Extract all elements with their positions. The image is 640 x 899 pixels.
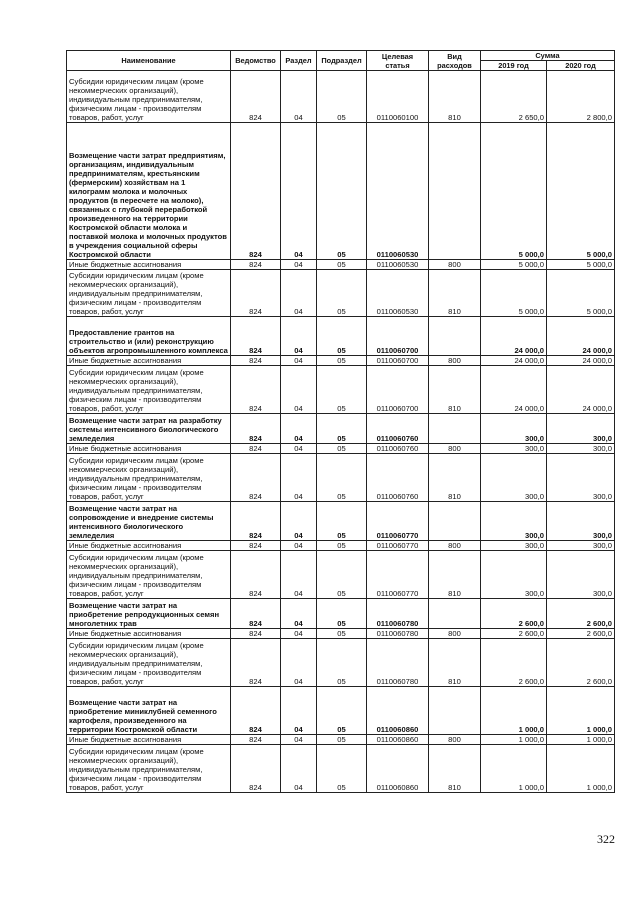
cell-name: Возмещение части затрат на приобретение миниклубней семенного картофеля, произведенного на территории Костромской области: [67, 687, 231, 735]
cell-target: 0110060760: [367, 444, 429, 454]
cell-vid: 810: [429, 366, 481, 414]
cell-vid: 800: [429, 541, 481, 551]
cell-2020: 300,0: [547, 541, 615, 551]
cell-2020: 2 600,0: [547, 629, 615, 639]
cell-name: Иные бюджетные ассигнования: [67, 629, 231, 639]
cell-target: 0110060780: [367, 629, 429, 639]
cell-razdel: 04: [281, 502, 317, 541]
cell-vedomstvo: 824: [231, 317, 281, 356]
cell-2019: 1 000,0: [481, 735, 547, 745]
table-row: [67, 541, 615, 551]
table-row: [67, 454, 615, 502]
cell-vedomstvo: 824: [231, 71, 281, 123]
cell-2020: 300,0: [547, 454, 615, 502]
cell-vid: [429, 687, 481, 735]
cell-podrazdel: 05: [317, 735, 367, 745]
cell-vedomstvo: 824: [231, 414, 281, 444]
table-row: [67, 745, 615, 793]
cell-vid: 810: [429, 551, 481, 599]
cell-vid: 810: [429, 270, 481, 317]
cell-podrazdel: 05: [317, 444, 367, 454]
cell-target: 0110060700: [367, 317, 429, 356]
cell-target: 0110060700: [367, 366, 429, 414]
cell-name: Возмещение части затрат на разработку системы интенсивного биологического земледелия: [67, 414, 231, 444]
cell-2019: 300,0: [481, 414, 547, 444]
cell-razdel: 04: [281, 414, 317, 444]
cell-razdel: 04: [281, 735, 317, 745]
cell-vid: 810: [429, 71, 481, 123]
cell-vedomstvo: 824: [231, 745, 281, 793]
cell-name: Возмещение части затрат на сопровождение и внедрение системы интенсивного биологического земледелия: [67, 502, 231, 541]
cell-vedomstvo: 824: [231, 260, 281, 270]
cell-2019: 300,0: [481, 502, 547, 541]
cell-razdel: 04: [281, 260, 317, 270]
cell-target: 0110060780: [367, 639, 429, 687]
cell-vid: [429, 317, 481, 356]
cell-podrazdel: 05: [317, 356, 367, 366]
cell-2019: 1 000,0: [481, 745, 547, 793]
table-row: [67, 629, 615, 639]
cell-vedomstvo: 824: [231, 599, 281, 629]
cell-razdel: 04: [281, 270, 317, 317]
cell-2020: 1 000,0: [547, 745, 615, 793]
cell-target: 0110060770: [367, 502, 429, 541]
cell-2019: 5 000,0: [481, 123, 547, 260]
table-row: [67, 356, 615, 366]
cell-podrazdel: 05: [317, 317, 367, 356]
header-vedomstvo: Ведомство: [231, 51, 281, 71]
table-row: [67, 639, 615, 687]
cell-vedomstvo: 824: [231, 123, 281, 260]
cell-name: Иные бюджетные ассигнования: [67, 356, 231, 366]
cell-target: 0110060760: [367, 454, 429, 502]
table-row: [67, 735, 615, 745]
cell-razdel: 04: [281, 356, 317, 366]
cell-2020: 24 000,0: [547, 366, 615, 414]
cell-vedomstvo: 824: [231, 551, 281, 599]
cell-2020: 1 000,0: [547, 735, 615, 745]
cell-podrazdel: 05: [317, 123, 367, 260]
cell-razdel: 04: [281, 366, 317, 414]
cell-razdel: 04: [281, 317, 317, 356]
cell-2019: 300,0: [481, 454, 547, 502]
budget-table: [66, 50, 615, 793]
cell-target: 0110060530: [367, 270, 429, 317]
cell-2019: 300,0: [481, 551, 547, 599]
cell-name: Субсидии юридическим лицам (кроме некоммерческих организаций), индивидуальным предпринимателям, физическим лицам - производителям товаров, работ, услуг: [67, 270, 231, 317]
cell-vedomstvo: 824: [231, 366, 281, 414]
cell-podrazdel: 05: [317, 629, 367, 639]
cell-vedomstvo: 824: [231, 444, 281, 454]
cell-vid: 810: [429, 745, 481, 793]
cell-name: Предоставление грантов на строительство и (или) реконструкцию объектов агропромышленного комплекса: [67, 317, 231, 356]
cell-podrazdel: 05: [317, 366, 367, 414]
table-row: [67, 502, 615, 541]
cell-razdel: 04: [281, 541, 317, 551]
cell-podrazdel: 05: [317, 414, 367, 444]
cell-2019: 300,0: [481, 444, 547, 454]
cell-razdel: 04: [281, 454, 317, 502]
cell-2019: 2 600,0: [481, 639, 547, 687]
cell-target: 0110060860: [367, 745, 429, 793]
cell-vid: [429, 599, 481, 629]
header-podrazdel: Подраздел: [317, 51, 367, 71]
cell-razdel: 04: [281, 629, 317, 639]
cell-target: 0110060860: [367, 735, 429, 745]
cell-target: 0110060530: [367, 123, 429, 260]
cell-razdel: 04: [281, 745, 317, 793]
header-2019: 2019 год: [481, 61, 547, 71]
cell-target: 0110060860: [367, 687, 429, 735]
cell-name: Возмещение части затрат на приобретение репродукционных семян многолетних трав: [67, 599, 231, 629]
table-row: [67, 260, 615, 270]
cell-vid: 800: [429, 356, 481, 366]
cell-vedomstvo: 824: [231, 541, 281, 551]
cell-vid: 800: [429, 629, 481, 639]
cell-name: Субсидии юридическим лицам (кроме некоммерческих организаций), индивидуальным предпринимателям, физическим лицам - производителям товаров, работ, услуг: [67, 639, 231, 687]
cell-target: 0110060770: [367, 541, 429, 551]
cell-podrazdel: 05: [317, 454, 367, 502]
cell-2019: 2 600,0: [481, 629, 547, 639]
cell-2020: 2 800,0: [547, 71, 615, 123]
cell-vedomstvo: 824: [231, 639, 281, 687]
table-row: [67, 444, 615, 454]
cell-name: Иные бюджетные ассигнования: [67, 444, 231, 454]
cell-podrazdel: 05: [317, 687, 367, 735]
cell-vid: 800: [429, 260, 481, 270]
cell-podrazdel: 05: [317, 502, 367, 541]
table-row: [67, 270, 615, 317]
cell-name: Субсидии юридическим лицам (кроме некоммерческих организаций), индивидуальным предпринимателям, физическим лицам - производителям товаров, работ, услуг: [67, 366, 231, 414]
table-row: [67, 551, 615, 599]
cell-2019: 24 000,0: [481, 356, 547, 366]
cell-2020: 300,0: [547, 414, 615, 444]
cell-vedomstvo: 824: [231, 629, 281, 639]
cell-2019: 2 650,0: [481, 71, 547, 123]
cell-vedomstvo: 824: [231, 735, 281, 745]
cell-podrazdel: 05: [317, 551, 367, 599]
cell-name: Иные бюджетные ассигнования: [67, 260, 231, 270]
cell-2020: 2 600,0: [547, 639, 615, 687]
cell-razdel: 04: [281, 444, 317, 454]
cell-vedomstvo: 824: [231, 270, 281, 317]
cell-name: Субсидии юридическим лицам (кроме некоммерческих организаций), индивидуальным предпринимателям, физическим лицам - производителям товаров, работ, услуг: [67, 454, 231, 502]
cell-name: Субсидии юридическим лицам (кроме некоммерческих организаций), индивидуальным предпринимателям, физическим лицам - производителям товаров, работ, услуг: [67, 71, 231, 123]
cell-2019: 2 600,0: [481, 599, 547, 629]
cell-2019: 300,0: [481, 541, 547, 551]
cell-name: Субсидии юридическим лицам (кроме некоммерческих организаций), индивидуальным предпринимателям, физическим лицам - производителям товаров, работ, услуг: [67, 551, 231, 599]
cell-vedomstvo: 824: [231, 356, 281, 366]
page-number: 322: [597, 832, 615, 846]
header-razdel: Раздел: [281, 51, 317, 71]
cell-2019: 24 000,0: [481, 317, 547, 356]
cell-vedomstvo: 824: [231, 502, 281, 541]
table-body: [67, 71, 615, 793]
cell-vid: 810: [429, 454, 481, 502]
cell-2020: 5 000,0: [547, 123, 615, 260]
cell-razdel: 04: [281, 687, 317, 735]
cell-target: 0110060780: [367, 599, 429, 629]
cell-name: Иные бюджетные ассигнования: [67, 541, 231, 551]
cell-vid: [429, 414, 481, 444]
cell-vid: [429, 123, 481, 260]
cell-2019: 24 000,0: [481, 366, 547, 414]
cell-target: 0110060770: [367, 551, 429, 599]
table-row: [67, 599, 615, 629]
cell-podrazdel: 05: [317, 71, 367, 123]
cell-target: 0110060100: [367, 71, 429, 123]
cell-target: 0110060700: [367, 356, 429, 366]
cell-razdel: 04: [281, 599, 317, 629]
header-2020: 2020 год: [547, 61, 615, 71]
cell-name: Иные бюджетные ассигнования: [67, 735, 231, 745]
cell-2020: 5 000,0: [547, 260, 615, 270]
cell-vid: 810: [429, 639, 481, 687]
table-row: [67, 317, 615, 356]
cell-2019: 5 000,0: [481, 270, 547, 317]
cell-target: 0110060760: [367, 414, 429, 444]
cell-2020: 24 000,0: [547, 356, 615, 366]
cell-2019: 1 000,0: [481, 687, 547, 735]
cell-vid: 800: [429, 444, 481, 454]
cell-razdel: 04: [281, 123, 317, 260]
cell-2020: 300,0: [547, 444, 615, 454]
cell-name: Субсидии юридическим лицам (кроме некоммерческих организаций), индивидуальным предпринимателям, физическим лицам - производителям товаров, работ, услуг: [67, 745, 231, 793]
cell-razdel: 04: [281, 551, 317, 599]
cell-razdel: 04: [281, 71, 317, 123]
cell-2020: 300,0: [547, 551, 615, 599]
cell-name: Возмещение части затрат предприятиям, организациям, индивидуальным предпринимателям, крестьянским (фермерским) хозяйствам на 1 килограмм молока и молочных продуктов (в пересчете на молоко), связанных с глубокой переработкой произведенного на территории Костромской области молока и поставкой молока и молочных продуктов в учреждения социальной сферы Костромской области: [67, 123, 231, 260]
cell-razdel: 04: [281, 639, 317, 687]
cell-podrazdel: 05: [317, 270, 367, 317]
cell-vid: [429, 502, 481, 541]
cell-2020: 300,0: [547, 502, 615, 541]
cell-podrazdel: 05: [317, 639, 367, 687]
cell-vid: 800: [429, 735, 481, 745]
table-row: [67, 366, 615, 414]
cell-podrazdel: 05: [317, 745, 367, 793]
header-target: Целевая статья: [367, 51, 429, 71]
cell-vedomstvo: 824: [231, 687, 281, 735]
cell-2020: 1 000,0: [547, 687, 615, 735]
table-row: [67, 687, 615, 735]
cell-target: 0110060530: [367, 260, 429, 270]
table-row: [67, 414, 615, 444]
cell-2019: 5 000,0: [481, 260, 547, 270]
header-summa: Сумма: [481, 51, 615, 61]
cell-2020: 24 000,0: [547, 317, 615, 356]
cell-vedomstvo: 824: [231, 454, 281, 502]
cell-podrazdel: 05: [317, 260, 367, 270]
header-vid: Вид расходов: [429, 51, 481, 71]
cell-podrazdel: 05: [317, 599, 367, 629]
cell-2020: 5 000,0: [547, 270, 615, 317]
cell-podrazdel: 05: [317, 541, 367, 551]
table-row: [67, 71, 615, 123]
cell-2020: 2 600,0: [547, 599, 615, 629]
header-name: Наименование: [67, 51, 231, 71]
table-row: [67, 123, 615, 260]
